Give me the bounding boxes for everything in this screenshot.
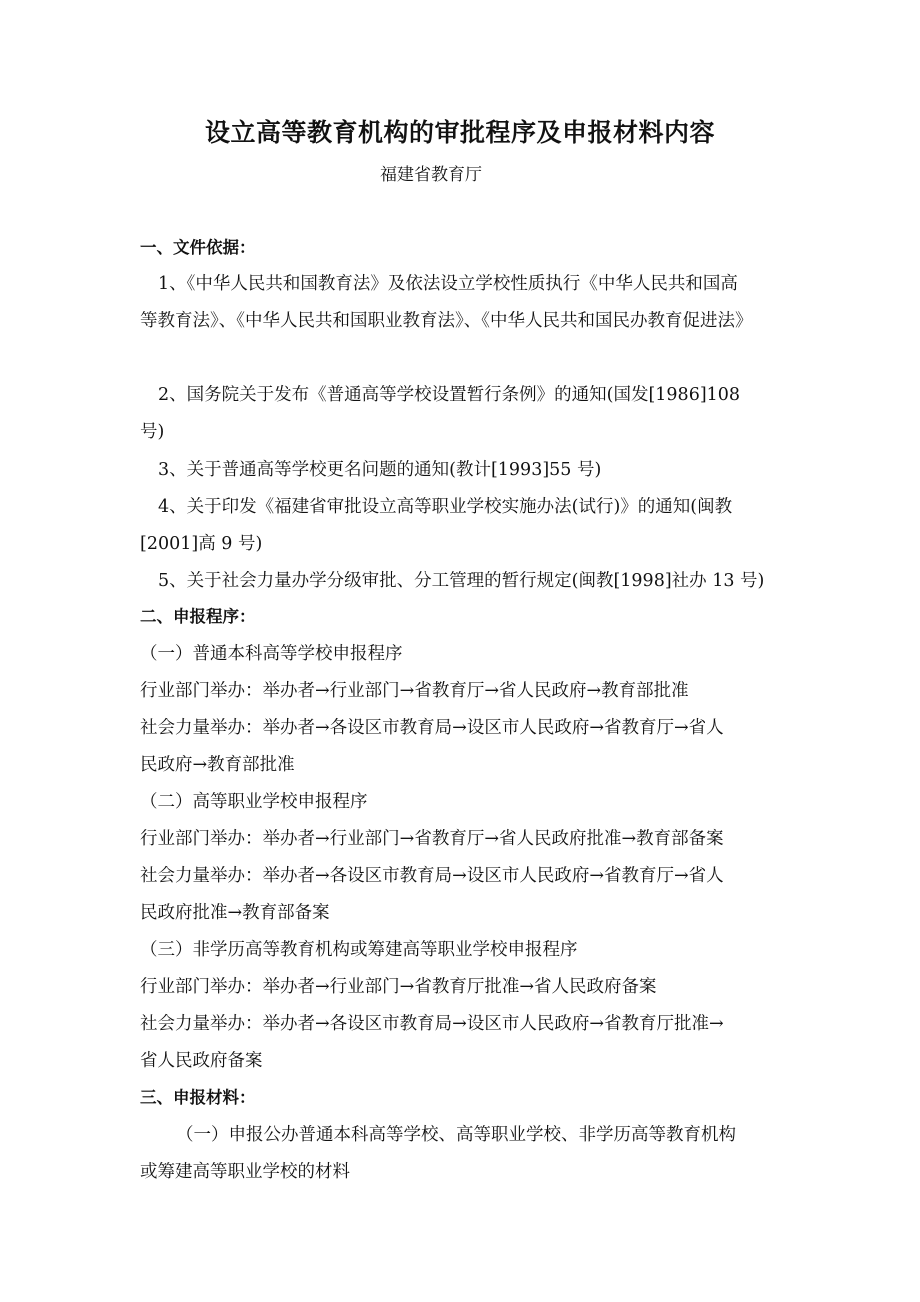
procedure-2-title: （二）高等职业学校申报程序: [140, 792, 368, 812]
procedure-2-social-line-1: 社会力量举办：举办者→各设区市教育局→设区市人民政府→省教育厅→省人: [140, 866, 724, 886]
procedure-3-social-line-1: 社会力量举办：举办者→各设区市教育局→设区市人民政府→省教育厅批准→: [140, 1014, 724, 1034]
basis-item-4-line-2: [2001]高 9 号): [140, 534, 263, 554]
procedure-2-industry: 行业部门举办：举办者→行业部门→省教育厅→省人民政府批准→教育部备案: [140, 829, 724, 849]
basis-item-1-line-1: 1、《中华人民共和国教育法》及依法设立学校性质执行《中华人民共和国高: [158, 274, 738, 294]
materials-1-line-1: （一）申报公办普通本科高等学校、高等职业学校、非学历高等教育机构: [176, 1125, 736, 1145]
section2-heading: 二、申报程序：: [140, 607, 256, 626]
basis-item-2-line-1: 2、国务院关于发布《普通高等学校设置暂行条例》的通知(国发[1986]108: [158, 385, 741, 405]
basis-item-2-line-2: 号): [140, 422, 165, 442]
procedure-2-social-line-2: 民政府批准→教育部备案: [140, 903, 330, 923]
document-issuer: 福建省教育厅: [380, 165, 482, 185]
procedure-3-social-line-2: 省人民政府备案: [140, 1051, 263, 1071]
section1-heading: 一、文件依据：: [140, 238, 256, 257]
procedure-1-industry: 行业部门举办：举办者→行业部门→省教育厅→省人民政府→教育部批准: [140, 681, 689, 701]
basis-item-5: 5、关于社会力量办学分级审批、分工管理的暂行规定(闽教[1998]社办 13 号): [158, 571, 765, 591]
basis-item-3: 3、关于普通高等学校更名问题的通知(教计[1993]55 号): [158, 460, 602, 480]
procedure-1-title: （一）普通本科高等学校申报程序: [140, 644, 403, 664]
procedure-3-title: （三）非学历高等教育机构或筹建高等职业学校申报程序: [140, 940, 578, 960]
section3-heading: 三、申报材料：: [140, 1088, 256, 1107]
procedure-1-social-line-2: 民政府→教育部批准: [140, 755, 295, 775]
procedure-1-social-line-1: 社会力量举办：举办者→各设区市教育局→设区市人民政府→省教育厅→省人: [140, 718, 724, 738]
basis-item-4-line-1: 4、关于印发《福建省审批设立高等职业学校实施办法(试行)》的通知(闽教: [158, 497, 733, 517]
basis-item-1-line-2: 等教育法》、《中华人民共和国职业教育法》、《中华人民共和国民办教育促进法》: [140, 311, 753, 331]
document-title: 设立高等教育机构的审批程序及申报材料内容: [204, 118, 715, 147]
materials-1-line-2: 或筹建高等职业学校的材料: [140, 1162, 350, 1182]
procedure-3-industry: 行业部门举办：举办者→行业部门→省教育厅批准→省人民政府备案: [140, 977, 657, 997]
